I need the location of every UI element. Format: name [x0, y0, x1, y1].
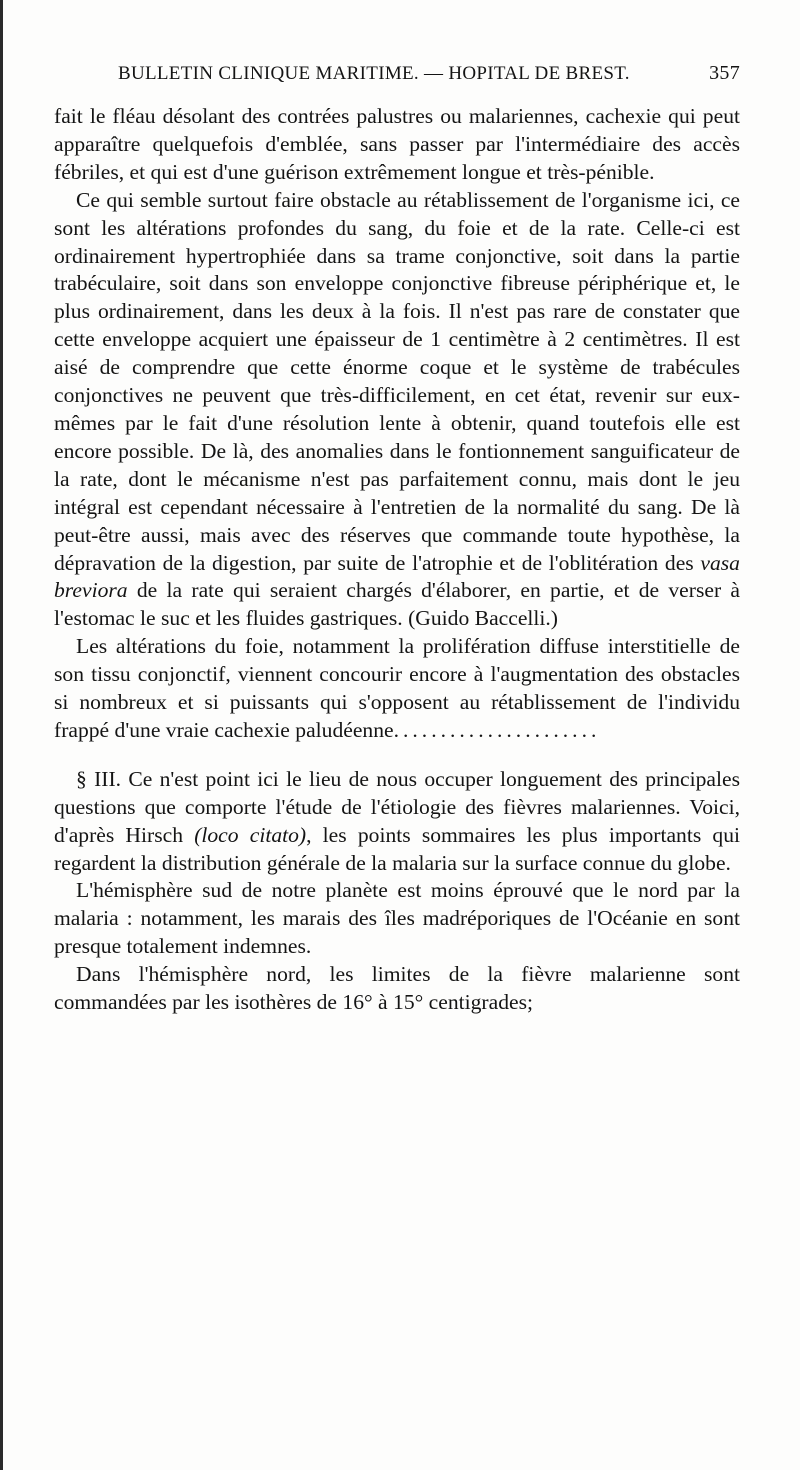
- paragraph-4-text: § III. Ce n'est point ici le lieu de nous occuper longuement des principales questions que comporte l'étude de l'étiologie des fièvres malariennes. Voici, d'après Hirsch: [54, 766, 740, 847]
- paragraph-3-text: Les altérations du foie, notamment la prolifération diffuse interstitielle de son tissu conjonctif, viennent concourir encore à l'augmentation des obstacles si nombreux et si puissants qui s'opposent au rétablissement de l'individu frappé d'une vraie cachexie paludéenne: [54, 634, 740, 742]
- paragraph-4-end: , les points sommaires les plus importants qui regardent la distribution générale de la malaria sur la surface connue du globe.: [54, 822, 741, 875]
- paragraph-2-italic: vasa breviora: [54, 550, 740, 603]
- paragraph-1-text: fait le fléau désolant des contrées palustres ou malariennes, cachexie qui peut apparaître quelquefois d'emblée, sans passer par l'intermédiaire des accès fébriles, et qui est d'une guérison extrêmement longue et très-pénible.: [54, 104, 740, 184]
- paragraph-5-text: L'hémisphère sud de notre planète est moins éprouvé que le nord par la malaria : notamment, les marais des îles madréporiques de l'Océanie en sont presque totalement indemnes.: [54, 878, 740, 959]
- paragraph-4: [54, 766, 740, 878]
- paragraph-2: [54, 187, 740, 634]
- page-number: 357: [709, 62, 740, 84]
- paragraph-3: [54, 633, 740, 745]
- paragraph-2-text: Ce qui semble surtout faire obstacle au rétablissement de l'organisme ici, ce sont les altérations profondes du sang, du foie et de la rate. Celle-ci est ordinairement hypertrophiée dans sa trame conjonctive, soit dans la partie trabéculaire, soit dans son enveloppe conjonctive fibreuse périphérique et, le plus ordinairement, dans les deux à la fois. Il n'est pas rare de constater que cette enveloppe acquiert une épaisseur de 1 centimètre à 2 centimètres. Il est aisé de comprendre que cette énorme coque et le système de trabécules conjonctives ne peuvent que très-difficilement, en cet état, revenir sur eux-mêmes par le fait d'une résolution lente à obtenir, quand toutefois elle est encore possible. De là, des anomalies dans le fontionnement sanguificateur de la rate, dont le mécanisme n'est pas parfaitement connu, mais dont le jeu intégral est cependant nécessaire à l'entretien de la normalité du sang. De là peut-être aussi, mais avec des réserves que commande toute hypothèse, la dépravation de la digestion, par suite de l'atrophie et de l'oblitération des: [54, 187, 740, 575]
- dot-leader: ......................: [393, 717, 601, 742]
- body-text: [54, 103, 740, 1017]
- running-header: [118, 62, 740, 102]
- paragraph-6: [54, 961, 740, 1017]
- paragraph-5: [54, 877, 740, 961]
- paragraph-2-end: de la rate qui seraient chargés d'élaborer, en partie, et de verser à l'estomac le suc et les fluides gastriques. (Guido Baccelli.): [54, 578, 740, 631]
- paragraph-1: [54, 103, 740, 187]
- running-title: BULLETIN CLINIQUE MARITIME. — HOPITAL DE BREST.: [118, 63, 630, 84]
- paragraph-6-text: Dans l'hémisphère nord, les limites de la fièvre malarienne sont commandées par les isothères de 16° à 15° centigrades;: [54, 962, 740, 1015]
- paragraph-4-italic: (loco citato): [194, 822, 307, 847]
- page-edge-rule: [0, 0, 3, 1470]
